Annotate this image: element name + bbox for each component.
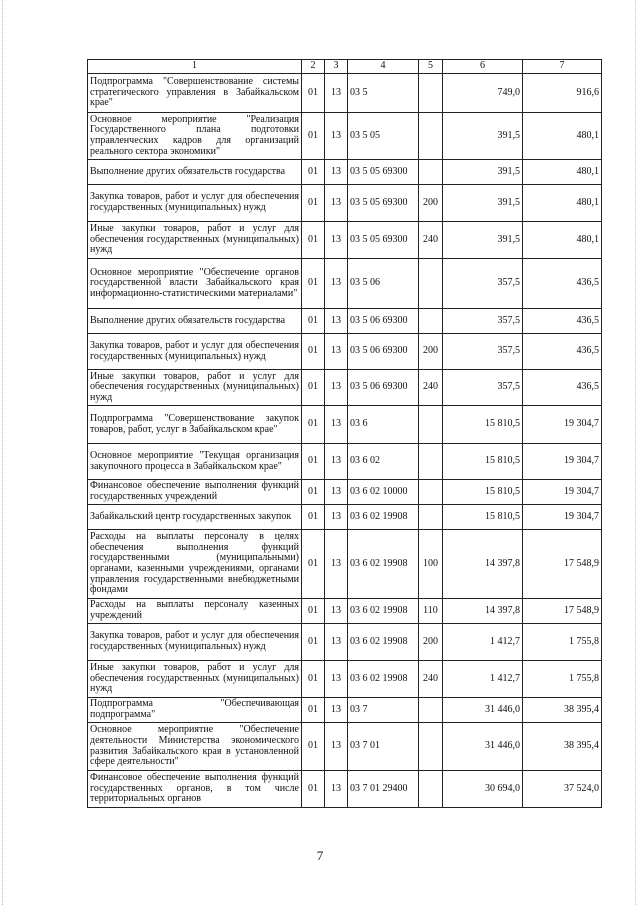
row-amount-year1-cell: 14 397,8	[443, 530, 523, 599]
table-row	[88, 113, 602, 160]
row-section-cell: 01	[302, 661, 325, 698]
row-amount-year1-cell: 15 810,5	[443, 480, 523, 505]
row-subsection-cell: 13	[325, 698, 348, 723]
scan-edge-left	[2, 0, 4, 905]
table-row	[88, 160, 602, 185]
header-col-4: 4	[348, 60, 419, 74]
table-body	[88, 74, 602, 808]
row-expense-type-cell: 200	[419, 334, 443, 370]
row-amount-year2-cell: 17 548,9	[523, 530, 602, 599]
row-amount-year1-cell: 357,5	[443, 309, 523, 334]
row-target-code-cell: 03 5 06 69300	[348, 309, 419, 334]
scan-edge-right	[635, 0, 637, 905]
row-subsection-cell: 13	[325, 723, 348, 771]
row-name-cell: Закупка товаров, работ и услуг для обеспечения государственных (муниципальных) нужд	[88, 185, 302, 222]
row-target-code-cell: 03 7 01	[348, 723, 419, 771]
row-amount-year2-cell: 480,1	[523, 113, 602, 160]
row-expense-type-cell: 110	[419, 599, 443, 624]
row-expense-type-cell: 240	[419, 222, 443, 259]
table-row	[88, 723, 602, 771]
row-section-cell: 01	[302, 309, 325, 334]
row-expense-type-cell	[419, 309, 443, 334]
row-name-cell: Расходы на выплаты персоналу казенных учреждений	[88, 599, 302, 624]
row-subsection-cell: 13	[325, 530, 348, 599]
row-subsection-cell: 13	[325, 406, 348, 444]
row-amount-year1-cell: 31 446,0	[443, 698, 523, 723]
row-section-cell: 01	[302, 698, 325, 723]
table-row	[88, 334, 602, 370]
row-target-code-cell: 03 5 05 69300	[348, 222, 419, 259]
row-subsection-cell: 13	[325, 480, 348, 505]
row-section-cell: 01	[302, 530, 325, 599]
row-amount-year1-cell: 1 412,7	[443, 624, 523, 661]
row-name-cell: Финансовое обеспечение выполнения функций государственных органов, в том числе территориальных органов	[88, 771, 302, 808]
row-amount-year2-cell: 19 304,7	[523, 406, 602, 444]
row-section-cell: 01	[302, 160, 325, 185]
table-row	[88, 505, 602, 530]
row-name-cell: Забайкальский центр государственных закупок	[88, 505, 302, 530]
row-amount-year1-cell: 357,5	[443, 370, 523, 406]
row-section-cell: 01	[302, 222, 325, 259]
row-subsection-cell: 13	[325, 160, 348, 185]
row-amount-year2-cell: 436,5	[523, 370, 602, 406]
budget-table	[87, 59, 602, 808]
row-amount-year1-cell: 391,5	[443, 160, 523, 185]
row-amount-year1-cell: 357,5	[443, 259, 523, 309]
row-section-cell: 01	[302, 406, 325, 444]
row-amount-year2-cell: 436,5	[523, 309, 602, 334]
row-section-cell: 01	[302, 334, 325, 370]
row-amount-year1-cell: 749,0	[443, 74, 523, 113]
row-amount-year1-cell: 391,5	[443, 185, 523, 222]
row-name-cell: Основное мероприятие "Текущая организация закупочного процесса в Забайкальском крае"	[88, 444, 302, 480]
row-name-cell: Иные закупки товаров, работ и услуг для обеспечения государственных (муниципальных) нужд	[88, 370, 302, 406]
row-subsection-cell: 13	[325, 505, 348, 530]
row-section-cell: 01	[302, 113, 325, 160]
row-name-cell: Основное мероприятие "Обеспечение органов государственной власти Забайкальского края информационно-статистическими материалами"	[88, 259, 302, 309]
row-name-cell: Подпрограмма "Совершенствование закупок товаров, работ, услуг в Забайкальском крае"	[88, 406, 302, 444]
row-section-cell: 01	[302, 624, 325, 661]
row-target-code-cell: 03 5 06	[348, 259, 419, 309]
row-amount-year1-cell: 31 446,0	[443, 723, 523, 771]
row-amount-year2-cell: 38 395,4	[523, 698, 602, 723]
header-col-1: 1	[88, 60, 302, 74]
row-target-code-cell: 03 5 05	[348, 113, 419, 160]
row-target-code-cell: 03 6 02 19908	[348, 530, 419, 599]
row-subsection-cell: 13	[325, 334, 348, 370]
row-name-cell: Выполнение других обязательств государства	[88, 309, 302, 334]
row-target-code-cell: 03 6 02	[348, 444, 419, 480]
row-target-code-cell: 03 5 06 69300	[348, 370, 419, 406]
row-amount-year1-cell: 30 694,0	[443, 771, 523, 808]
row-expense-type-cell: 100	[419, 530, 443, 599]
row-expense-type-cell: 200	[419, 624, 443, 661]
row-name-cell: Иные закупки товаров, работ и услуг для обеспечения государственных (муниципальных) нужд	[88, 222, 302, 259]
row-amount-year1-cell: 1 412,7	[443, 661, 523, 698]
row-amount-year1-cell: 391,5	[443, 113, 523, 160]
row-target-code-cell: 03 5 05 69300	[348, 160, 419, 185]
row-subsection-cell: 13	[325, 113, 348, 160]
row-amount-year2-cell: 1 755,8	[523, 661, 602, 698]
row-expense-type-cell	[419, 74, 443, 113]
row-expense-type-cell	[419, 160, 443, 185]
row-target-code-cell: 03 5 06 69300	[348, 334, 419, 370]
row-expense-type-cell	[419, 771, 443, 808]
row-amount-year2-cell: 37 524,0	[523, 771, 602, 808]
row-section-cell: 01	[302, 444, 325, 480]
row-name-cell: Подпрограмма "Совершенствование системы стратегического управления в Забайкальском крае"	[88, 74, 302, 113]
row-target-code-cell: 03 6 02 19908	[348, 505, 419, 530]
row-section-cell: 01	[302, 370, 325, 406]
table-row	[88, 309, 602, 334]
row-subsection-cell: 13	[325, 309, 348, 334]
table-row	[88, 259, 602, 309]
row-expense-type-cell	[419, 444, 443, 480]
row-expense-type-cell	[419, 505, 443, 530]
row-name-cell: Финансовое обеспечение выполнения функций государственных учреждений	[88, 480, 302, 505]
row-section-cell: 01	[302, 480, 325, 505]
row-expense-type-cell	[419, 480, 443, 505]
table-row	[88, 661, 602, 698]
table-row	[88, 74, 602, 113]
row-section-cell: 01	[302, 771, 325, 808]
row-amount-year1-cell: 357,5	[443, 334, 523, 370]
row-amount-year2-cell: 480,1	[523, 222, 602, 259]
row-target-code-cell: 03 6 02 19908	[348, 599, 419, 624]
row-section-cell: 01	[302, 505, 325, 530]
row-target-code-cell: 03 6 02 19908	[348, 661, 419, 698]
table-row	[88, 698, 602, 723]
row-name-cell: Основное мероприятие "Реализация Государственного плана подготовки управленческих кадров для организаций реального сектора экономики"	[88, 113, 302, 160]
row-target-code-cell: 03 6 02 10000	[348, 480, 419, 505]
row-amount-year2-cell: 19 304,7	[523, 505, 602, 530]
row-amount-year1-cell: 15 810,5	[443, 505, 523, 530]
row-expense-type-cell	[419, 113, 443, 160]
row-amount-year2-cell: 436,5	[523, 334, 602, 370]
row-amount-year2-cell: 436,5	[523, 259, 602, 309]
row-target-code-cell: 03 7	[348, 698, 419, 723]
row-subsection-cell: 13	[325, 370, 348, 406]
row-subsection-cell: 13	[325, 259, 348, 309]
row-expense-type-cell	[419, 259, 443, 309]
row-subsection-cell: 13	[325, 222, 348, 259]
table-row	[88, 406, 602, 444]
table-row	[88, 599, 602, 624]
table-row	[88, 444, 602, 480]
row-target-code-cell: 03 6 02 19908	[348, 624, 419, 661]
header-col-7: 7	[523, 60, 602, 74]
header-col-6: 6	[443, 60, 523, 74]
row-name-cell: Закупка товаров, работ и услуг для обеспечения государственных (муниципальных) нужд	[88, 624, 302, 661]
header-col-3: 3	[325, 60, 348, 74]
row-expense-type-cell: 240	[419, 661, 443, 698]
row-subsection-cell: 13	[325, 444, 348, 480]
row-target-code-cell: 03 5	[348, 74, 419, 113]
row-target-code-cell: 03 6	[348, 406, 419, 444]
row-section-cell: 01	[302, 259, 325, 309]
row-name-cell: Расходы на выплаты персоналу в целях обеспечения выполнения функций государственными (муниципальными) органами, казенными учреждениями, органами управления государственными внебюджетными фондами	[88, 530, 302, 599]
row-name-cell: Основное мероприятие "Обеспечение деятельности Министерства экономического развития Забайкальского края в установленной сфере деятельности"	[88, 723, 302, 771]
row-name-cell: Иные закупки товаров, работ и услуг для обеспечения государственных (муниципальных) нужд	[88, 661, 302, 698]
row-target-code-cell: 03 7 01 29400	[348, 771, 419, 808]
row-amount-year2-cell: 19 304,7	[523, 444, 602, 480]
row-subsection-cell: 13	[325, 624, 348, 661]
table-row	[88, 624, 602, 661]
row-amount-year1-cell: 391,5	[443, 222, 523, 259]
table-row	[88, 771, 602, 808]
table-row	[88, 480, 602, 505]
row-amount-year2-cell: 916,6	[523, 74, 602, 113]
row-section-cell: 01	[302, 599, 325, 624]
row-subsection-cell: 13	[325, 771, 348, 808]
row-amount-year1-cell: 15 810,5	[443, 444, 523, 480]
row-name-cell: Закупка товаров, работ и услуг для обеспечения государственных (муниципальных) нужд	[88, 334, 302, 370]
row-amount-year2-cell: 19 304,7	[523, 480, 602, 505]
row-subsection-cell: 13	[325, 74, 348, 113]
row-expense-type-cell	[419, 406, 443, 444]
row-name-cell: Выполнение других обязательств государства	[88, 160, 302, 185]
table-row	[88, 185, 602, 222]
row-amount-year2-cell: 38 395,4	[523, 723, 602, 771]
row-target-code-cell: 03 5 05 69300	[348, 185, 419, 222]
row-expense-type-cell	[419, 698, 443, 723]
row-subsection-cell: 13	[325, 185, 348, 222]
row-amount-year2-cell: 1 755,8	[523, 624, 602, 661]
row-section-cell: 01	[302, 723, 325, 771]
header-col-5: 5	[419, 60, 443, 74]
table-row	[88, 222, 602, 259]
header-col-2: 2	[302, 60, 325, 74]
row-section-cell: 01	[302, 185, 325, 222]
page-number: 7	[316, 848, 324, 863]
row-expense-type-cell: 200	[419, 185, 443, 222]
row-subsection-cell: 13	[325, 599, 348, 624]
row-expense-type-cell	[419, 723, 443, 771]
row-amount-year1-cell: 14 397,8	[443, 599, 523, 624]
row-name-cell: Подпрограмма "Обеспечивающая подпрограмма"	[88, 698, 302, 723]
row-section-cell: 01	[302, 74, 325, 113]
row-amount-year2-cell: 17 548,9	[523, 599, 602, 624]
row-amount-year2-cell: 480,1	[523, 160, 602, 185]
row-amount-year2-cell: 480,1	[523, 185, 602, 222]
table-row	[88, 530, 602, 599]
table-row	[88, 370, 602, 406]
row-expense-type-cell: 240	[419, 370, 443, 406]
row-amount-year1-cell: 15 810,5	[443, 406, 523, 444]
row-subsection-cell: 13	[325, 661, 348, 698]
table-header-row	[88, 60, 602, 74]
